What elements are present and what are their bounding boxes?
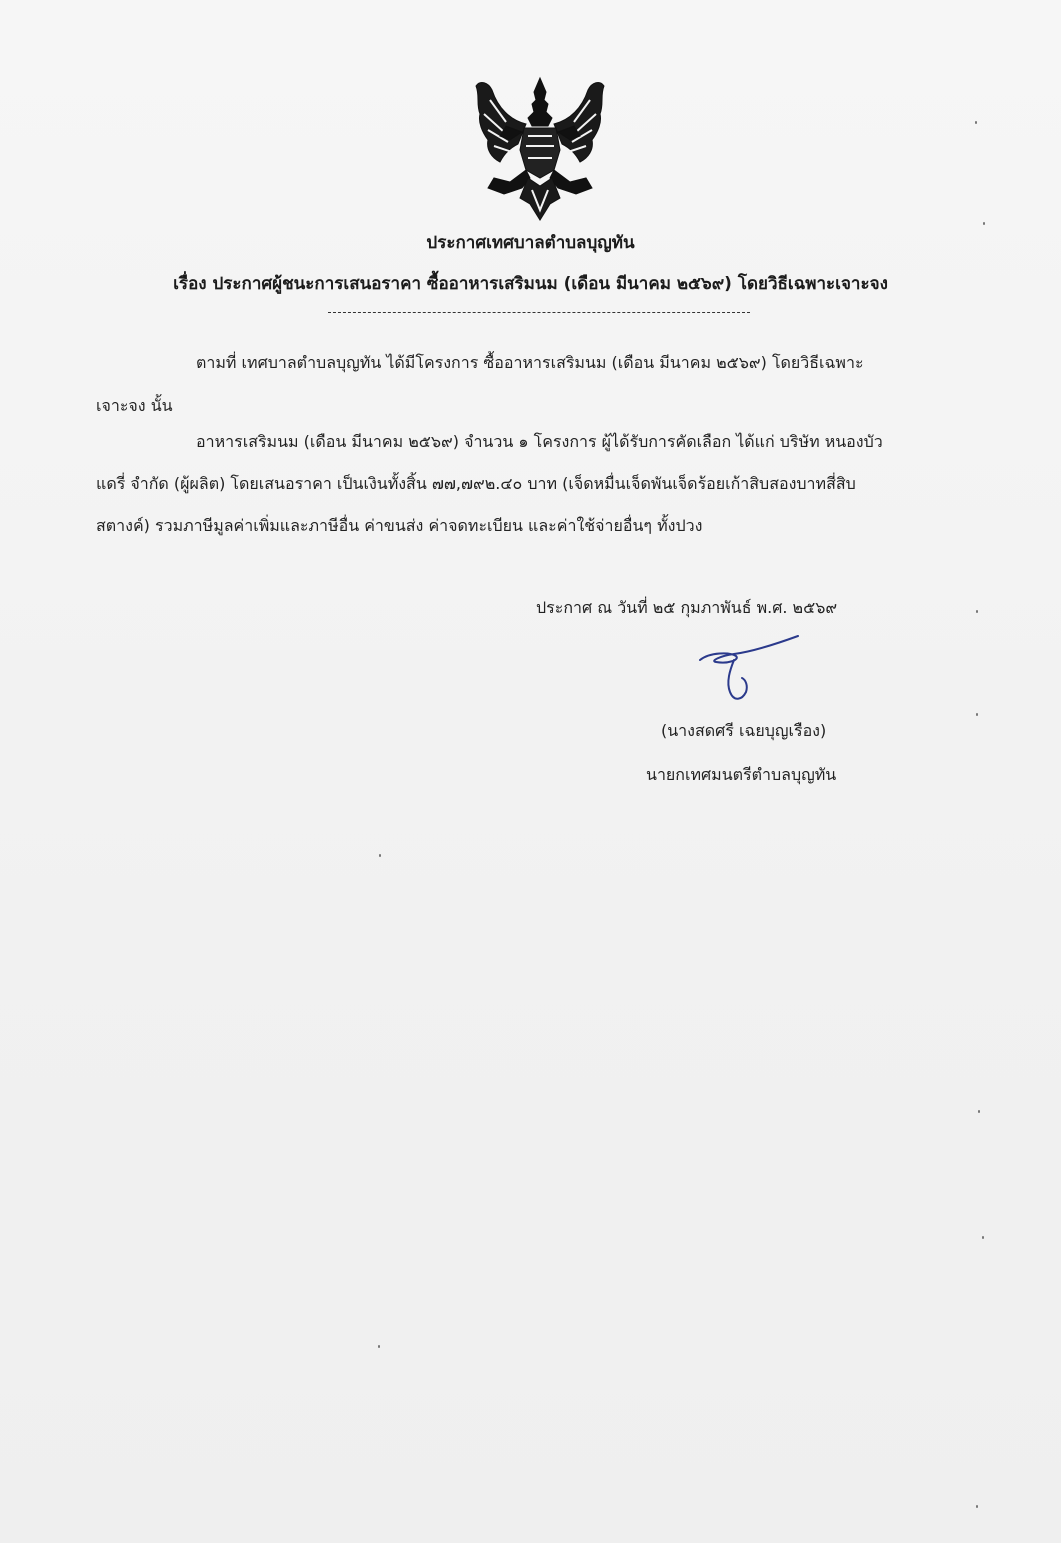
scan-speck <box>982 1236 984 1239</box>
signature-icon <box>690 630 810 710</box>
scan-speck <box>378 1345 380 1348</box>
scan-speck <box>975 121 977 124</box>
paragraph-1-line-1: ตามที่ เทศบาลตำบลบุญทัน ได้มีโครงการ ซื้ออาหารเสริมนม (เดือน มีนาคม ๒๕๖๙) โดยวิธีเฉพาะ <box>196 353 864 372</box>
scan-speck <box>379 854 381 857</box>
announcement-subject: เรื่อง ประกาศผู้ชนะการเสนอราคา ซื้ออาหารเสริมนม (เดือน มีนาคม ๒๕๖๙) โดยวิธีเฉพาะเจาะจง <box>173 274 888 294</box>
paragraph-2-line-1: อาหารเสริมนม (เดือน มีนาคม ๒๕๖๙) จำนวน ๑ โครงการ ผู้ได้รับการคัดเลือก ได้แก่ บริษัท หนองบัว <box>196 432 883 451</box>
divider <box>328 312 750 313</box>
scan-speck <box>976 610 978 613</box>
paragraph-1-line-2: เจาะจง นั้น <box>96 396 173 415</box>
scan-speck <box>983 222 985 225</box>
paragraph-2-line-3: สตางค์) รวมภาษีมูลค่าเพิ่มและภาษีอื่น ค่าขนส่ง ค่าจดทะเบียน และค่าใช้จ่ายอื่นๆ ทั้งปวง <box>96 516 703 535</box>
signer-name: (นางสดศรี เฉยบุญเรือง) <box>661 721 827 740</box>
paragraph-2-line-2: แดรี่ จำกัด (ผู้ผลิต) โดยเสนอราคา เป็นเงินทั้งสิ้น ๗๗,๗๙๒.๔๐ บาท (เจ็ดหมื่นเจ็ดพันเจ็ดร้อยเก้าสิบสองบาทสี่สิบ <box>96 474 856 493</box>
scan-speck <box>978 1110 980 1113</box>
scan-speck <box>976 713 978 716</box>
scan-speck <box>976 1505 978 1508</box>
signer-position: นายกเทศมนตรีตำบลบุญทัน <box>646 765 837 784</box>
garuda-emblem-icon <box>470 70 610 230</box>
announce-date: ประกาศ ณ วันที่ ๒๕ กุมภาพันธ์ พ.ศ. ๒๕๖๙ <box>536 598 838 617</box>
announcement-heading: ประกาศเทศบาลตำบลบุญทัน <box>426 233 635 253</box>
